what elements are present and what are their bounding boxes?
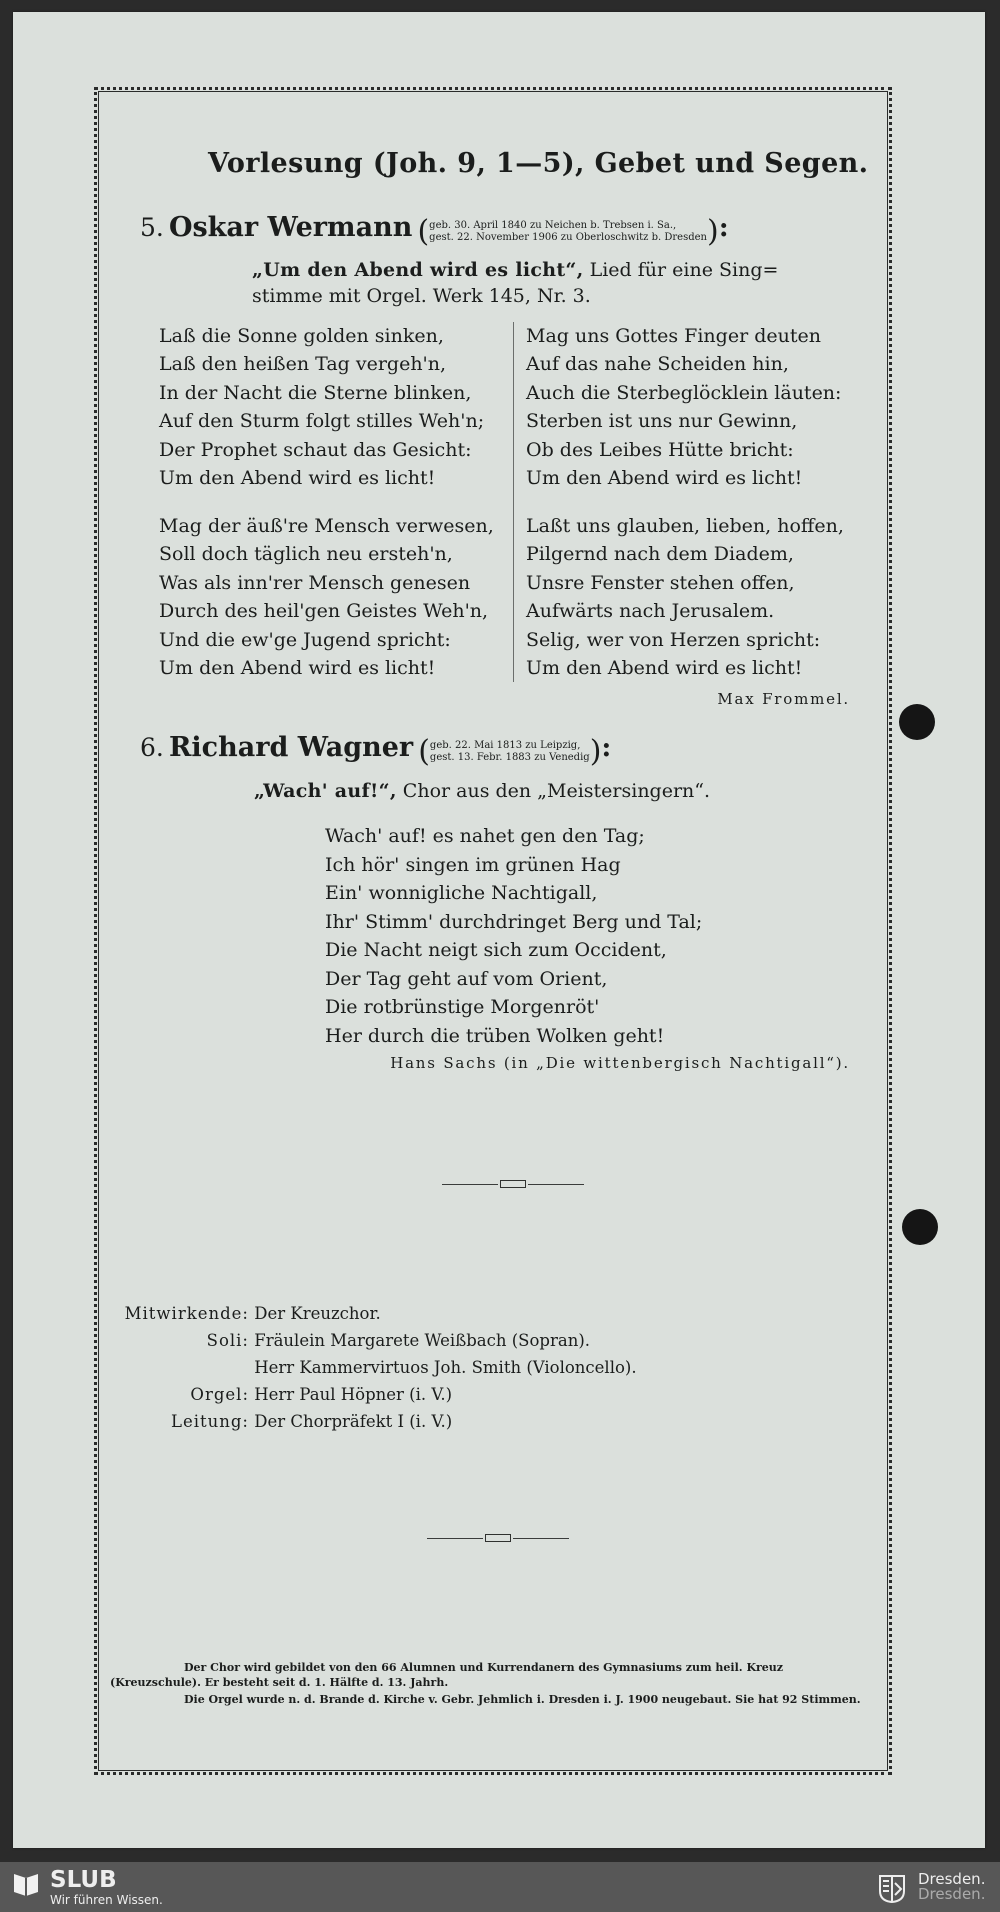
composer-name: Richard Wagner — [168, 732, 414, 763]
section-heading: Vorlesung (Joh. 9, 1—5), Gebet und Segen. — [208, 148, 869, 179]
lyricist-credit: Hans Sachs (in „Die wittenbergisch Nachtigall“). — [390, 1054, 850, 1072]
performer-row: Leitung: Der Chorpräfekt I (i. V.) — [170, 1412, 453, 1431]
performer-row: Mitwirkende: Der Kreuzchor. — [124, 1304, 381, 1323]
stanza-3: Mag der äuß're Mensch verwesen, Soll doch täglich neu ersteh'n, Was als inn'rer Mensch genesen Durch des heil'gen Geistes Weh'n, Und die ew'ge Jugend spricht: Um den Abend wird es licht! — [159, 515, 494, 680]
work-title: „Wach' auf!“, Chor aus den „Meistersingern“. — [254, 780, 711, 802]
book-logo-icon — [12, 1870, 40, 1896]
lyrics-block: Wach' auf! es nahet gen den Tag; Ich hör' singen im grünen Hag Ein' wonnigliche Nachtigall, Ihr' Stimm' durchdringet Berg und Tal; Die Nacht neigt sich zum Occident, Der Tag geht auf vom Orient, Die rotbrünstige Morgenröt' Her durch die trüben Wolken geht! — [325, 825, 703, 1047]
punch-hole-bottom — [902, 1209, 938, 1245]
stanza-4: Laßt uns glauben, lieben, hoffen, Pilgernd nach dem Diadem, Unsre Fenster stehen offen, Aufwärts nach Jerusalem. Selig, wer von Herzen spricht: Um den Abend wird es licht! — [526, 515, 844, 680]
performer-row: Herr Kammervirtuos Joh. Smith (Violoncello). — [254, 1358, 637, 1377]
composer-dates: geb. 30. April 1840 zu Neichen b. Trebsen i. Sa., gest. 22. November 1906 zu Oberloschwitz b. Dresden — [429, 219, 707, 243]
footnote-choir: Der Chor wird gebildet von den 66 Alumnen und Kurrendanern des Gymnasiums zum heil. Kreuz (Kreuzschule). Er besteht seit d. 1. Hälfte d. 13. Jahrh. — [110, 1661, 784, 1689]
composer-name: Oskar Wermann — [168, 212, 413, 243]
library-footer — [0, 1862, 1000, 1912]
ornament-divider — [442, 1174, 584, 1194]
composer-dates: geb. 22. Mai 1813 zu Leipzig, gest. 13. Febr. 1883 zu Venedig — [429, 739, 590, 763]
performer-row: Orgel: Herr Paul Höpner (i. V.) — [190, 1385, 453, 1404]
program-item-5-header: 5. Oskar Wermann (geb. 30. April 1840 zu Neichen b. Trebsen i. Sa., gest. 22. November 1906 zu Oberloschwitz b. Dresden): — [140, 212, 729, 249]
footnote-organ: Die Orgel wurde n. d. Brande d. Kirche v. Gebr. Jehmlich i. Dresden i. J. 1900 neugebaut. Sie hat 92 Stimmen. — [184, 1693, 861, 1706]
stanza-2: Mag uns Gottes Finger deuten Auf das nahe Scheiden hin, Auch die Sterbeglöcklein läuten: Sterben ist uns nur Gewinn, Ob des Leibes Hütte bricht: Um den Abend wird es licht! — [526, 325, 842, 490]
program-item-6-header: 6. Richard Wagner (geb. 22. Mai 1813 zu Leipzig, gest. 13. Febr. 1883 zu Venedig): — [140, 732, 612, 769]
punch-hole-top — [899, 704, 935, 740]
performer-row: Soli: Fräulein Margarete Weißbach (Sopran). — [206, 1331, 591, 1350]
item-number: 5. — [140, 213, 164, 242]
ornament-divider — [427, 1528, 569, 1548]
library-tagline: Wir führen Wissen. — [50, 1893, 163, 1907]
performers-list — [111, 1300, 637, 1435]
library-name[interactable]: SLUB — [50, 1867, 117, 1893]
lyricist-credit: Max Frommel. — [717, 690, 850, 708]
column-divider — [513, 322, 514, 682]
item-number: 6. — [140, 733, 164, 762]
work-title: „Um den Abend wird es licht“, Lied für eine Sing= stimme mit Orgel. Werk 145, Nr. 3. — [252, 259, 779, 307]
city-logo-text[interactable]: Dresden. Dresden. — [918, 1870, 986, 1903]
stanza-1: Laß die Sonne golden sinken, Laß den heißen Tag vergeh'n, In der Nacht die Sterne blinken, Auf den Sturm folgt stilles Weh'n; Der Prophet schaut das Gesicht: Um den Abend wird es licht! — [159, 325, 485, 490]
city-crest-icon — [879, 1875, 905, 1903]
